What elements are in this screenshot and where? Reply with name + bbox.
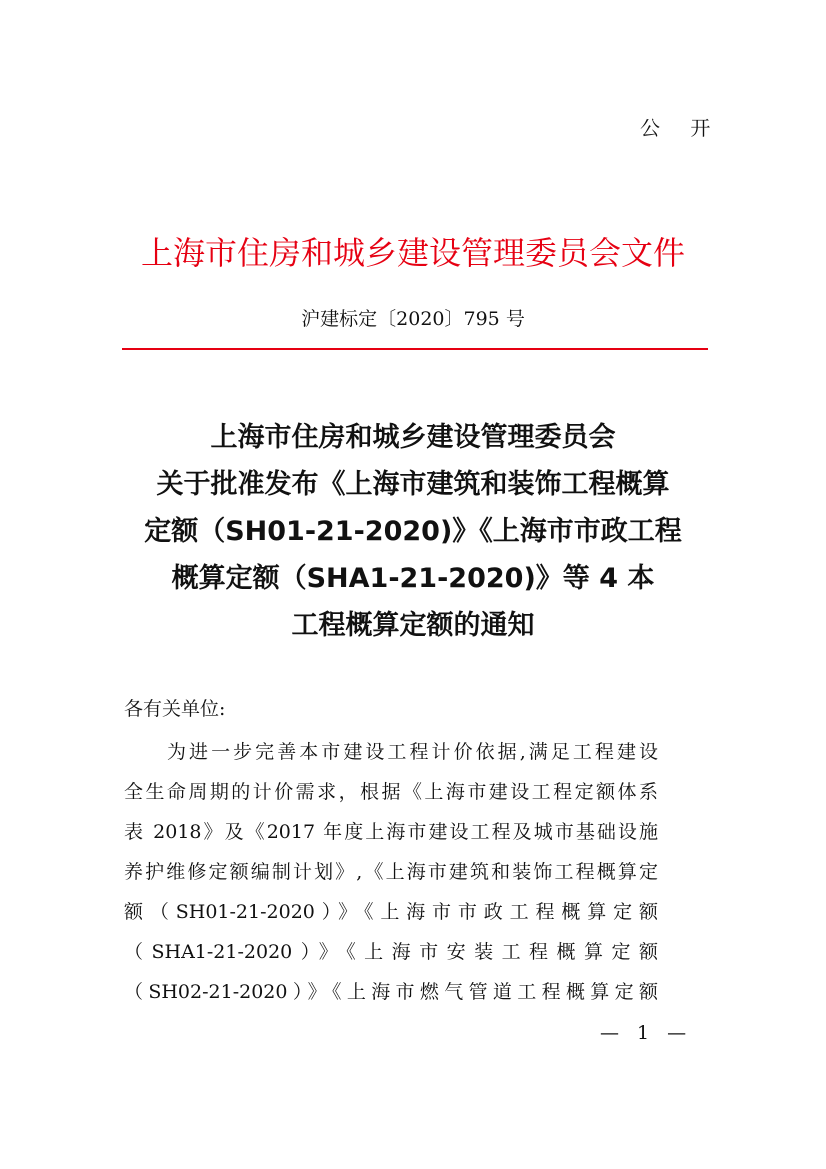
- body-line: 为进一步完善本市建设工程计价依据,满足工程建设: [167, 741, 658, 763]
- body-line: 全生命周期的计价需求，根据《上海市建设工程定额体系: [124, 781, 658, 803]
- title-line: 上海市住房和城乡建设管理委员会: [210, 422, 616, 453]
- body-line: （SH02-21-2020）》《上海市燃气管道工程概算定额: [124, 981, 658, 1003]
- title-line: 定额（SH01-21-2020)》《上海市市政工程: [144, 516, 682, 547]
- red-divider: [122, 348, 708, 350]
- title-line: 关于批准发布《上海市建筑和装饰工程概算: [156, 469, 670, 500]
- salutation: 各有关单位:: [124, 698, 226, 720]
- public-label: 公 开: [640, 116, 723, 140]
- title-line: 工程概算定额的通知: [291, 610, 535, 641]
- document-number: 沪建标定〔2020〕795 号: [301, 308, 525, 330]
- body-paragraph: [124, 732, 658, 1012]
- body-line: 额（SH01-21-2020）》《上海市市政工程概算定额: [124, 901, 658, 923]
- body-line: （SHA1-21-2020）》《上海市安装工程概算定额: [124, 941, 658, 963]
- title-line: 概算定额（SHA1-21-2020)》等 4 本: [171, 563, 655, 594]
- body-line: 表 2018》及《2017 年度上海市建设工程及城市基础设施: [124, 821, 658, 843]
- issuer-header: 上海市住房和城乡建设管理委员会文件: [140, 234, 685, 272]
- page-number: — 1 —: [600, 1022, 693, 1044]
- document-title: [0, 414, 826, 649]
- body-line: 养护维修定额编制计划》,《上海市建筑和装饰工程概算定: [124, 861, 658, 883]
